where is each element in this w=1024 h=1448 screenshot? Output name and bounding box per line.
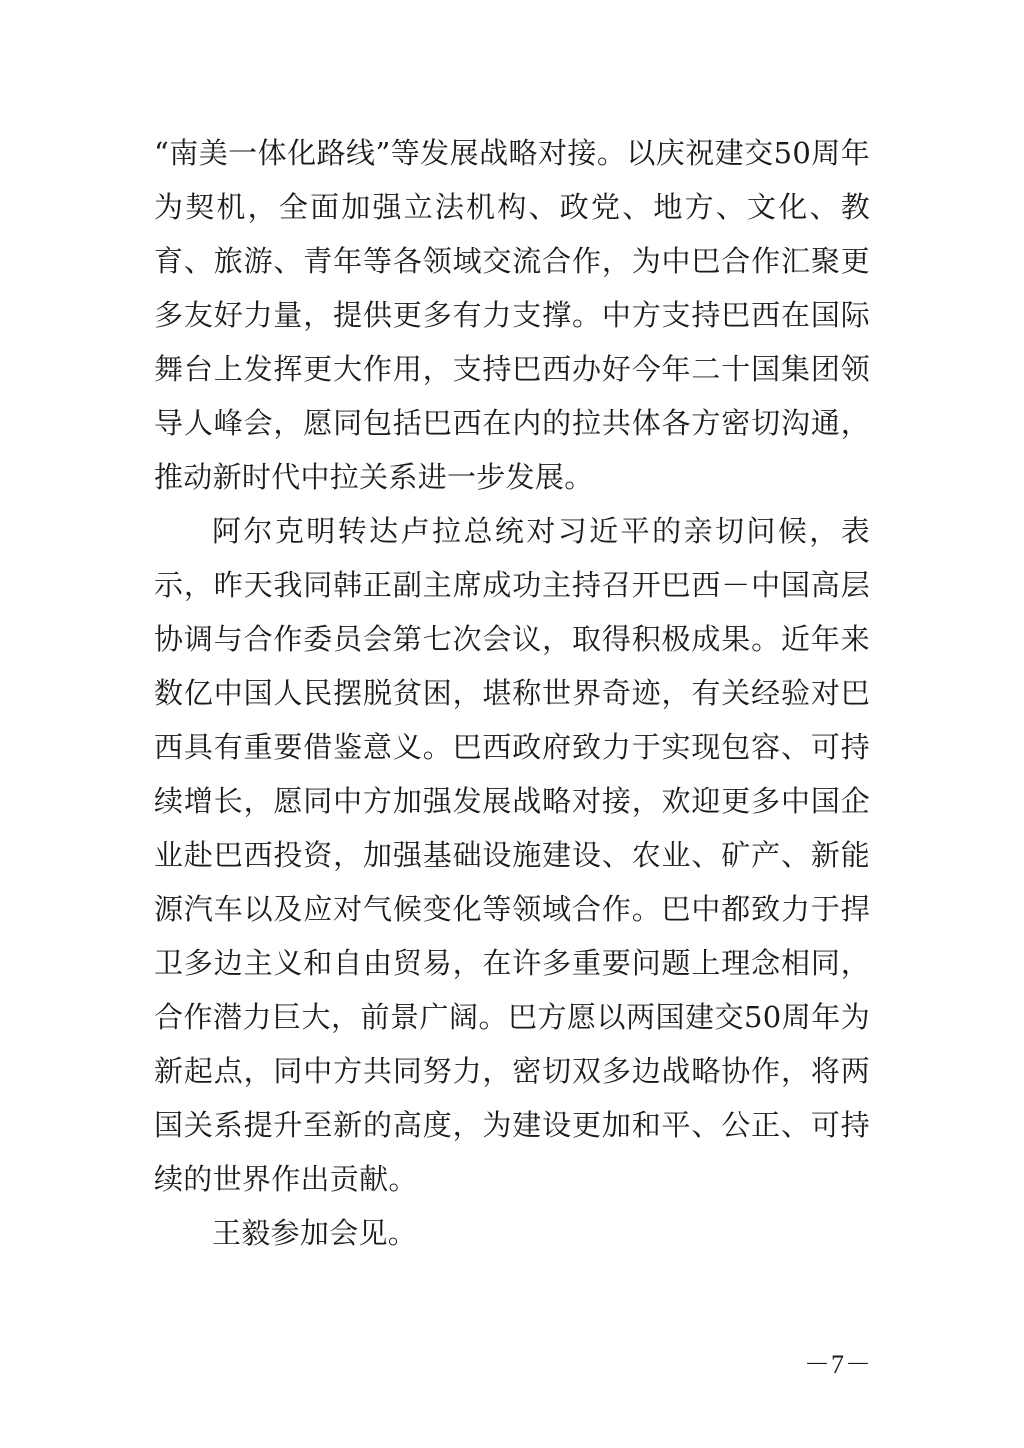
- paragraph-wang-yi: 王毅参加会见。: [212, 1216, 418, 1250]
- document-body: [154, 126, 870, 1260]
- paragraph-continuation: “南美一体化路线”等发展战略对接。以庆祝建交50周年为契机，全面加强立法机构、政党、地方、文化、教育、旅游、青年等各领域交流合作，为中巴合作汇聚更多友好力量，提供更多有力支撑。中方支持巴西在国际舞台上发挥更大作用，支持巴西办好今年二十国集团领导人峰会，愿同包括巴西在内的拉共体各方密切沟通，推动新时代中拉关系进一步发展。: [154, 136, 870, 494]
- paragraph-alckmin-remarks: 阿尔克明转达卢拉总统对习近平的亲切问候，表示，昨天我同韩正副主席成功主持召开巴西－中国高层协调与合作委员会第七次会议，取得积极成果。近年来数亿中国人民摆脱贫困，堪称世界奇迹，有关经验对巴西具有重要借鉴意义。巴西政府致力于实现包容、可持续增长，愿同中方加强发展战略对接，欢迎更多中国企业赴巴西投资，加强基础设施建设、农业、矿产、新能源汽车以及应对气候变化等领域合作。巴中都致力于捍卫多边主义和自由贸易，在许多重要问题上理念相同，合作潜力巨大，前景广阔。巴方愿以两国建交50周年为新起点，同中方共同努力，密切双多边战略协作，将两国关系提升至新的高度，为建设更加和平、公正、可持续的世界作出贡献。: [154, 514, 870, 1196]
- page-number: －7－: [803, 1350, 872, 1379]
